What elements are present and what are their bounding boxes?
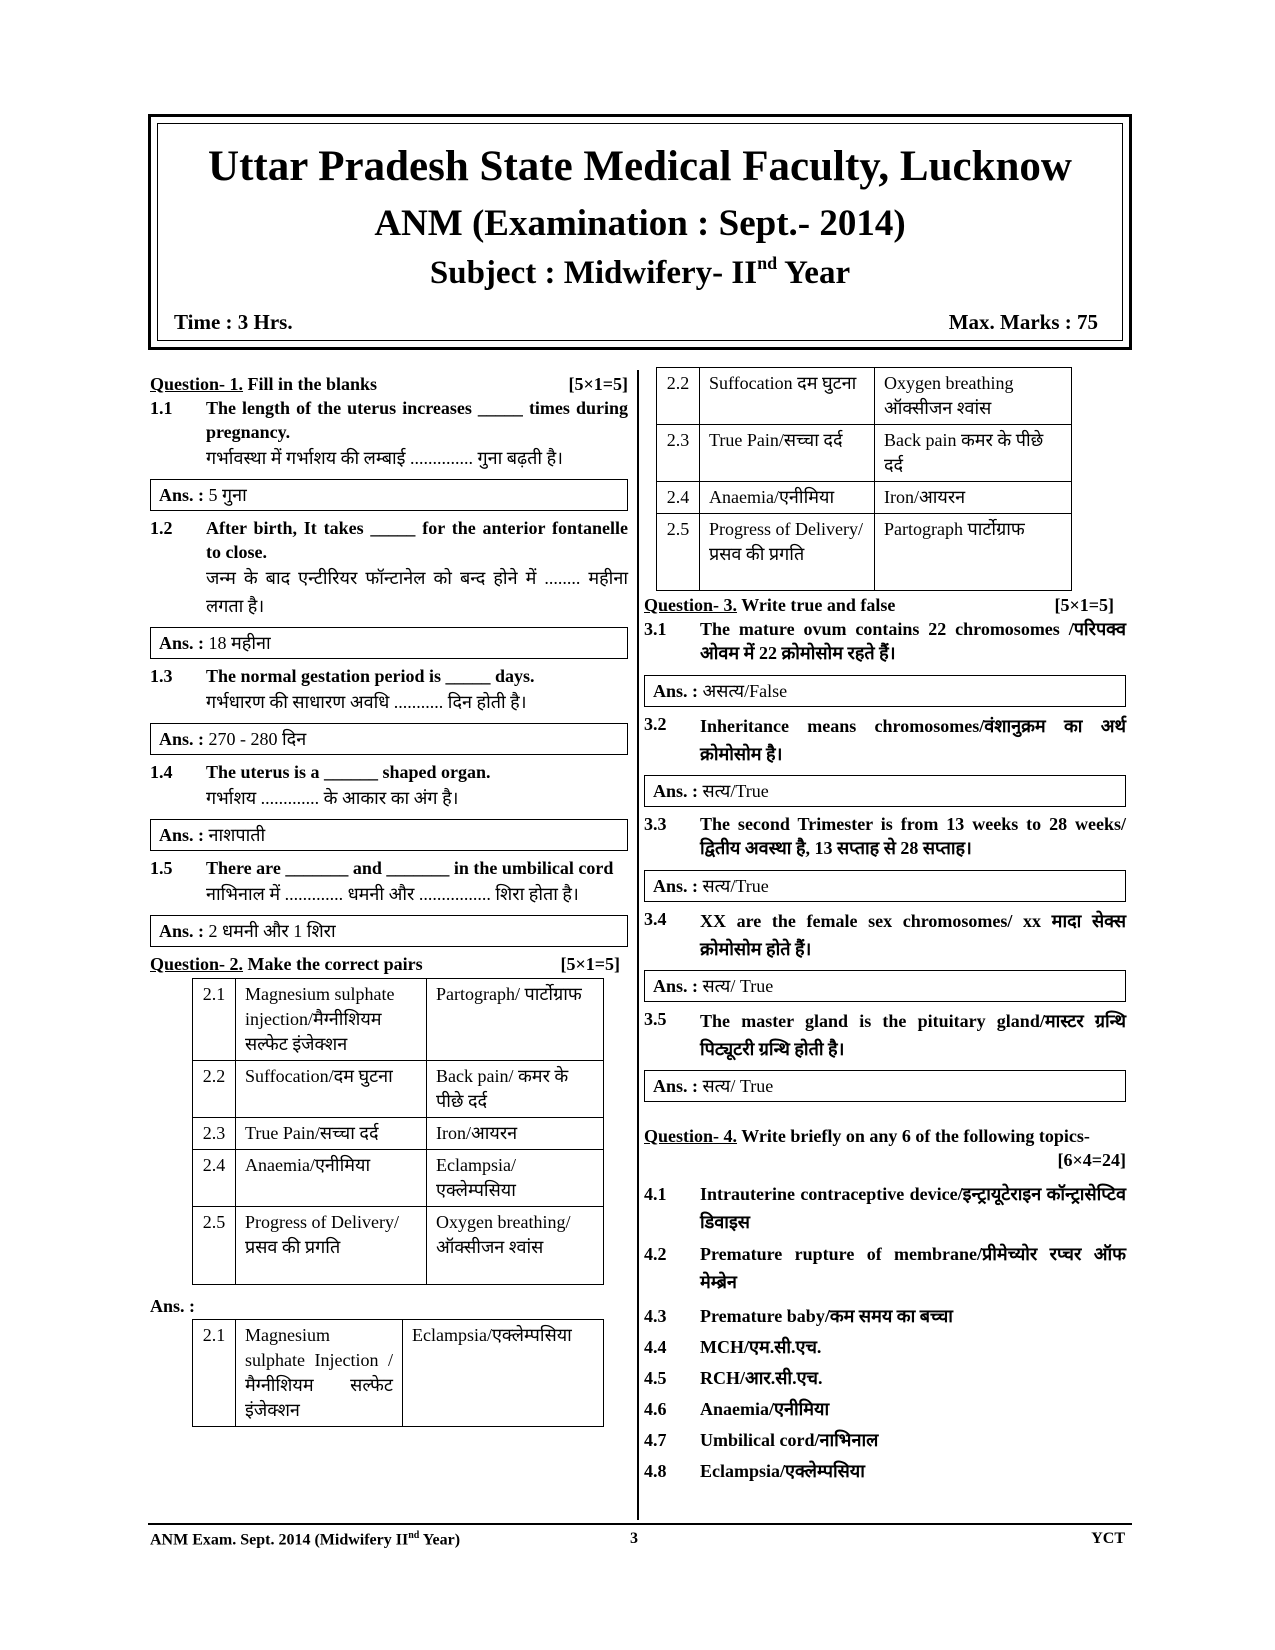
pairs-answer-table-continued [656,367,1072,591]
item-number: 3.4 [644,909,667,929]
pair-right: Eclampsia/ एक्लेम्पसिया [427,1150,604,1207]
pair-left: True Pain/सच्चा दर्द [700,425,875,482]
right-column [644,367,1126,1485]
answer-value: 18 महीना [204,633,271,653]
answer-box [644,870,1126,902]
answer-value: 270 - 280 दिन [204,729,307,749]
item-text-en: The length of the uterus increases _____ times during pregnancy. [206,398,628,442]
footer-left-sup: nd [408,1530,420,1541]
answer-box [150,479,628,511]
answer-value: असत्य/False [698,681,788,701]
pair-number: 2.2 [193,1061,236,1118]
table-row [193,1207,604,1285]
exam-header-box [148,114,1132,350]
item-number: 1.2 [150,518,173,538]
item-text: Inheritance means chromosomes/वंशानुक्रम का अर्थ क्रोमोसोम है। [700,716,1126,764]
question-4-heading [644,1124,1126,1172]
answer-box [644,675,1126,707]
item-text-hi: गर्भाशय ............. के आकार का अंग है। [206,788,459,808]
table-row [193,1118,604,1150]
left-column [150,372,628,1427]
item-text-en: After birth, It takes _____ for the anterior fontanelle to close. [206,518,628,562]
topic-item [644,1302,1126,1330]
question-2-title: Make the correct pairs [243,954,423,974]
item-number: 4.7 [644,1430,667,1450]
pair-left: Suffocation दम घुटना [700,368,875,425]
pair-right: Partograph पार्टोग्राफ [875,514,1072,591]
table-row [193,1061,604,1118]
exam-time: Time : 3 Hrs. [174,310,293,334]
topic-text: Umbilical cord/नाभिनाल [700,1430,879,1450]
table-row [193,979,604,1061]
item-text-hi: नाभिनाल में ............. धमनी और ................ शिरा होता है। [206,884,579,904]
column-divider [637,370,639,1520]
item-number: 4.6 [644,1399,667,1419]
pair-left: Progress of Delivery/ प्रसव की प्रगति [236,1207,427,1285]
item-text-en: The uterus is a ______ shaped organ. [206,762,491,782]
header-inner-border [157,123,1123,341]
pair-number: 2.2 [657,368,700,425]
item-text-hi: गर्भधारण की साधारण अवधि ........... दिन होती है। [206,692,527,712]
pair-left: Magnesium sulphate Injection /मैग्नीशियम सल्फेट इंजेक्शन [236,1320,403,1427]
topic-text: MCH/एम.सी.एच. [700,1337,822,1357]
answer-label: Ans. : [653,976,699,996]
pair-right: Eclampsia/एक्लेम्पसिया [403,1320,604,1427]
topic-item [644,1457,1126,1485]
table-row [657,368,1072,425]
footer-publisher: YCT [1091,1530,1125,1547]
answer-box [644,1070,1126,1102]
answer-label: Ans. : [653,1076,699,1096]
question-item [150,516,628,620]
item-number: 4.3 [644,1306,667,1326]
answer-box [150,723,628,755]
question-2-heading [150,952,628,976]
question-4-marks: [6×4=24] [1057,1150,1126,1170]
topic-item [644,1240,1126,1296]
topic-text: Anaemia/एनीमिया [700,1399,830,1419]
question-1-heading [150,372,628,396]
answer-box [150,627,628,659]
answer-box [150,915,628,947]
question-item [150,760,628,812]
topic-item [644,1426,1126,1454]
pair-number: 2.5 [193,1207,236,1285]
pairs-question-table [192,978,604,1285]
max-marks: Max. Marks : 75 [948,310,1098,334]
pair-left: Progress of Delivery/प्रसव की प्रगति [700,514,875,591]
answer-label: Ans. : [159,729,205,749]
question-item [644,907,1126,963]
footer-left [150,1530,460,1549]
question-3-heading [644,593,1126,617]
answer-box [644,775,1126,807]
table-row [657,514,1072,591]
question-4-label: Question- 4. [644,1126,738,1146]
pair-number: 2.3 [193,1118,236,1150]
answer-box [644,970,1126,1002]
answer-value: 2 धमनी और 1 शिरा [204,921,336,941]
item-text-en: The normal gestation period is _____ days. [206,666,535,686]
item-text-hi: जन्म के बाद एन्टीरियर फॉन्टानेल को बन्द होने में ........ महीना लगता है। [206,568,628,616]
answer-label: Ans. : [159,633,205,653]
pair-number: 2.3 [657,425,700,482]
question-1-marks: [5×1=5] [568,374,628,394]
question-item [644,812,1126,860]
pair-right: Partograph/ पार्टोग्राफ [427,979,604,1061]
table-row [657,425,1072,482]
question-2-marks: [5×1=5] [560,954,620,974]
topic-text: Premature baby/कम समय का बच्चा [700,1306,953,1326]
subject-sup: nd [757,253,778,273]
answer-label: Ans. : [159,921,205,941]
answer-box [150,819,628,851]
item-number: 1.1 [150,398,173,418]
topic-text: Premature rupture of membrane/प्रीमेच्योर रप्चर ऑफ मेम्ब्रेन [700,1244,1126,1292]
pair-left: Anaemia/एनीमिया [236,1150,427,1207]
topic-text: Eclampsia/एक्लेम्पसिया [700,1461,865,1481]
answer-value: सत्य/True [698,876,769,896]
table-row [657,482,1072,514]
item-number: 4.8 [644,1461,667,1481]
question-item [150,396,628,472]
item-text: The second Trimester is from 13 weeks to 28 weeks/ द्वितीय अवस्था है, 13 सप्ताह से 28 सप्ताह। [700,814,1126,858]
topic-text: RCH/आर.सी.एच. [700,1368,823,1388]
pair-right: Back pain/ कमर के पीछे दर्द [427,1061,604,1118]
table-row [193,1150,604,1207]
pairs-answer-table [192,1319,604,1427]
item-number: 1.3 [150,666,173,686]
answer-label: Ans. : [159,825,205,845]
topic-item [644,1333,1126,1361]
topic-item [644,1395,1126,1423]
pair-number: 2.4 [193,1150,236,1207]
answer-value: सत्य/True [698,781,769,801]
question-3-title: Write true and false [737,595,896,615]
pair-number: 2.4 [657,482,700,514]
question-2-label: Question- 2. [150,954,244,974]
item-number: 4.4 [644,1337,667,1357]
item-number: 3.2 [644,714,667,734]
question-3-label: Question- 3. [644,595,738,615]
pair-right: Back pain कमर के पीछे दर्द [875,425,1072,482]
question-4-title: Write briefly on any 6 of the following topics- [737,1126,1090,1146]
answer-label: Ans. : [653,876,699,896]
exam-title: ANM (Examination : Sept.- 2014) [374,203,906,244]
item-text: XX are the female sex chromosomes/ xx मादा सेक्स क्रोमोसोम होते हैं। [700,911,1126,959]
pair-right: Oxygen breathing/ ऑक्सीजन श्वांस [427,1207,604,1285]
question-item [644,1007,1126,1063]
item-number: 3.3 [644,814,667,834]
topic-item [644,1364,1126,1392]
answer-value: सत्य/ True [698,1076,774,1096]
item-number: 1.4 [150,762,173,782]
subject-suffix: Year [777,255,851,291]
question-item [644,617,1126,665]
pair-number: 2.1 [193,979,236,1061]
item-number: 4.5 [644,1368,667,1388]
table-row [193,1320,604,1427]
footer-left-suffix: Year) [419,1531,461,1549]
page-number: 3 [630,1530,638,1547]
item-number: 4.2 [644,1244,667,1264]
question-item [150,856,628,908]
item-text: The mature ovum contains 22 chromosomes /परिपक्व ओवम में 22 क्रोमोसोम रहते हैं। [700,619,1126,663]
pair-right: Oxygen breathing ऑक्सीजन श्वांस [875,368,1072,425]
answer-label: Ans. : [159,485,205,505]
pair-right: Iron/आयरन [427,1118,604,1150]
answer-value: सत्य/ True [698,976,774,996]
footer-left-prefix: ANM Exam. Sept. 2014 (Midwifery II [150,1531,409,1549]
topic-text: Intrauterine contraceptive device/इन्ट्रायूटेराइन कॉन्ट्रासेप्टिव डिवाइस [700,1184,1126,1232]
answer-label: Ans. : [150,1296,196,1316]
answer-value: नाशपाती [204,825,266,845]
topic-item [644,1180,1126,1236]
answer-value: 5 गुना [204,485,247,505]
subject-prefix: Subject : Midwifery- II [429,255,758,291]
pair-left: Anaemia/एनीमिया [700,482,875,514]
item-number: 1.5 [150,858,173,878]
subject-title [158,255,1122,292]
question-3-marks: [5×1=5] [1054,595,1114,615]
item-number: 3.5 [644,1009,667,1029]
pair-left: Magnesium sulphate injection/मैग्नीशियम सल्फेट इंजेक्शन [236,979,427,1061]
institution-title: Uttar Pradesh State Medical Faculty, Lucknow [208,143,1072,190]
pair-number: 2.1 [193,1320,236,1427]
pair-left: True Pain/सच्चा दर्द [236,1118,427,1150]
item-number: 3.1 [644,619,667,639]
footer-rule [148,1523,1132,1525]
question-item [644,712,1126,768]
item-text-en: There are _______ and _______ in the umbilical cord [206,858,614,878]
pair-right: Iron/आयरन [875,482,1072,514]
item-text-hi: गर्भावस्था में गर्भाशय की लम्बाई .............. गुना बढ़ती है। [206,448,563,468]
item-text: The master gland is the pituitary gland/मास्टर ग्रन्थि पिट्यूटरी ग्रन्थि होती है। [700,1011,1126,1059]
pair-left: Suffocation/दम घुटना [236,1061,427,1118]
question-1-title: Fill in the blanks [243,374,378,394]
question-item [150,664,628,716]
answer-label: Ans. : [653,681,699,701]
question-1-label: Question- 1. [150,374,244,394]
pair-number: 2.5 [657,514,700,591]
item-number: 4.1 [644,1184,667,1204]
answer-label: Ans. : [653,781,699,801]
